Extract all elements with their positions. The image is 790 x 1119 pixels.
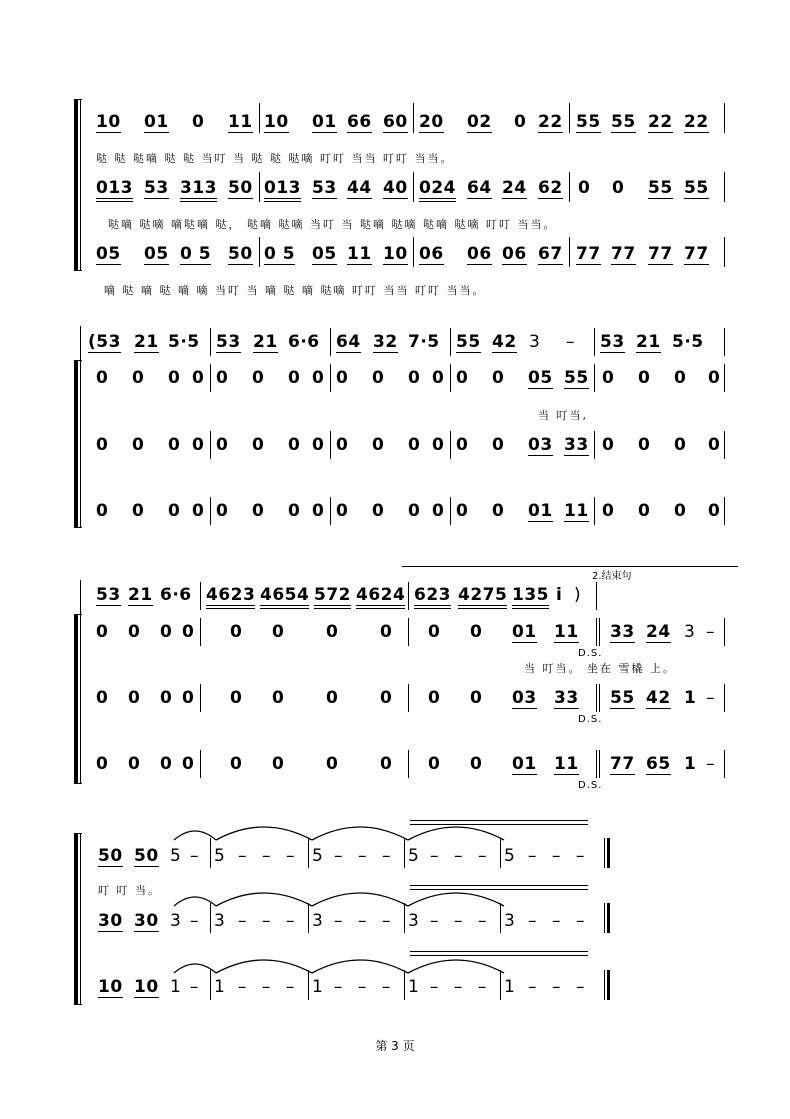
note: 77 (576, 244, 601, 264)
note: 0 (128, 688, 141, 708)
melody-note: 53 (96, 585, 121, 605)
melody-note: 135 (512, 585, 549, 609)
note: 53 (144, 178, 169, 198)
note: 0 (182, 688, 195, 708)
note: 0 (326, 622, 339, 642)
note: 0 (272, 754, 285, 774)
note: 0 (638, 368, 651, 388)
note: 53 (312, 178, 337, 198)
note: 10 (134, 977, 159, 997)
melody-note: 6·6 (288, 332, 320, 352)
note: 03 (528, 435, 553, 455)
note: 0 (168, 368, 181, 388)
note: 06 (467, 244, 492, 264)
note: 0 (380, 622, 393, 642)
note: – (334, 977, 343, 997)
note: 0 (612, 178, 625, 198)
note: 313 (180, 178, 217, 202)
note: 0 (638, 435, 651, 455)
note: 0 (428, 754, 441, 774)
note: – (334, 846, 343, 866)
note: – (430, 846, 439, 866)
note: 0 (272, 622, 285, 642)
note: 3 (504, 911, 516, 931)
note: 01 (528, 501, 553, 521)
note: 20 (419, 112, 444, 132)
note: 02 (467, 112, 492, 132)
melody-note: 32 (373, 332, 398, 352)
note: 11 (228, 112, 253, 132)
note: 0 (336, 501, 349, 521)
note: – (358, 911, 367, 931)
note: 0 (96, 368, 109, 388)
note: 0 (492, 435, 505, 455)
note: – (478, 977, 487, 997)
note: 22 (538, 112, 563, 132)
note: – (552, 846, 561, 866)
note: 0 (252, 501, 265, 521)
note: 0 (408, 435, 421, 455)
note: 0 (128, 622, 141, 642)
note: – (382, 911, 391, 931)
melody-note: i (556, 585, 563, 605)
note: 0 (160, 622, 173, 642)
note: 1 (214, 977, 226, 997)
note: – (706, 688, 715, 708)
note: 11 (554, 622, 579, 642)
note: 0 (96, 622, 109, 642)
note: 77 (610, 754, 635, 774)
note: 33 (610, 622, 635, 642)
note: 55 (564, 368, 589, 388)
note: 0 (602, 435, 615, 455)
note: – (478, 911, 487, 931)
note: – (528, 911, 537, 931)
note: 01 (144, 112, 169, 132)
note: 10 (264, 112, 289, 132)
melody-note: 4623 (206, 585, 255, 609)
note: – (382, 846, 391, 866)
melody-note: 623 (414, 585, 451, 609)
melody-note: 3 (529, 332, 541, 352)
note: 0 (638, 501, 651, 521)
note: 30 (98, 911, 123, 931)
note: 0 (272, 688, 285, 708)
lyrics-line: 哒 哒 哒嘀 哒 哒 当叮 当 哒 哒 哒嘀 叮叮 当当 叮叮 当当。 (96, 152, 454, 165)
note: 0 (380, 754, 393, 774)
melody-note: 42 (492, 332, 517, 352)
note: 0 (192, 435, 205, 455)
note: 30 (134, 911, 159, 931)
note: 0 (216, 368, 229, 388)
note: 0 (492, 501, 505, 521)
note: 0 (380, 688, 393, 708)
note: 10 (96, 112, 121, 132)
note: 0 (372, 368, 385, 388)
note: 60 (383, 112, 408, 132)
note: 03 (512, 688, 537, 708)
note: 0 (408, 501, 421, 521)
note: 0 (252, 368, 265, 388)
note: 0 (288, 368, 301, 388)
note: 62 (538, 178, 563, 198)
note: 0 (514, 112, 527, 132)
note: 06 (502, 244, 527, 264)
note: 0 (182, 622, 195, 642)
note: 5 (170, 846, 182, 866)
note: 05 (312, 244, 337, 264)
note: 33 (554, 688, 579, 708)
melody-note: 21 (134, 332, 159, 352)
note: 3 (312, 911, 324, 931)
note: 50 (228, 178, 253, 198)
note: 0 (96, 435, 109, 455)
note: 10 (98, 977, 123, 997)
note: – (454, 977, 463, 997)
note: – (190, 977, 199, 997)
note: 0 (216, 435, 229, 455)
note: – (576, 977, 585, 997)
melody-note: 21 (636, 332, 661, 352)
note: 013 (96, 178, 133, 202)
note: 0 (408, 368, 421, 388)
note: 0 (708, 435, 721, 455)
note: – (262, 911, 271, 931)
note: 0 (602, 368, 615, 388)
melody-note: 4275 (458, 585, 507, 609)
note: 0 (578, 178, 591, 198)
melody-note: 55 (456, 332, 481, 352)
note: – (190, 846, 199, 866)
note: – (238, 911, 247, 931)
note: 24 (646, 622, 671, 642)
note: 44 (347, 178, 372, 198)
note: 3 (214, 911, 226, 931)
melody-note: 4624 (356, 585, 405, 609)
lyrics-line: 当 叮当。 坐在 雪橇 上。 (524, 662, 676, 675)
note: 0 (372, 501, 385, 521)
note: 0 (230, 622, 243, 642)
note: – (478, 846, 487, 866)
note: 50 (98, 846, 123, 866)
lyrics-line: 当 叮当, (538, 409, 588, 422)
note: 22 (684, 112, 709, 132)
note: 0 (288, 501, 301, 521)
note: – (430, 911, 439, 931)
note: 66 (347, 112, 372, 132)
note: 55 (684, 178, 709, 198)
note: 0 (432, 501, 445, 521)
note: 0 (326, 754, 339, 774)
melody-note: 53 (216, 332, 241, 352)
note: 1 (312, 977, 324, 997)
note: 0 (470, 688, 483, 708)
note: 0 (132, 501, 145, 521)
note: – (358, 846, 367, 866)
note: 0 (456, 501, 469, 521)
melody-note: 5·5 (168, 332, 200, 352)
note: 0 (674, 368, 687, 388)
note: 01 (512, 754, 537, 774)
note: 0 (160, 688, 173, 708)
note: 0 (96, 754, 109, 774)
note: – (190, 911, 199, 931)
note: 0 (192, 501, 205, 521)
da-segno-mark: D.S. (578, 714, 603, 725)
note: 0 (132, 368, 145, 388)
melody-note: 64 (336, 332, 361, 352)
note: – (286, 911, 295, 931)
note: 01 (512, 622, 537, 642)
note: 50 (228, 244, 253, 264)
note: 11 (347, 244, 372, 264)
note: 06 (419, 244, 444, 264)
note: 05 (96, 244, 121, 264)
note: 55 (611, 112, 636, 132)
note: 0 (432, 435, 445, 455)
note: 0 (288, 435, 301, 455)
note: 0 (432, 368, 445, 388)
note: – (528, 977, 537, 997)
note: 24 (502, 178, 527, 198)
note: 0 (168, 501, 181, 521)
note: 64 (467, 178, 492, 198)
note: 013 (264, 178, 301, 202)
note: 50 (134, 846, 159, 866)
note: 0 (336, 368, 349, 388)
melody-note: 7·5 (408, 332, 440, 352)
note: – (576, 846, 585, 866)
note: 55 (576, 112, 601, 132)
melody-note: 4654 (260, 585, 309, 609)
note: 0 (708, 501, 721, 521)
note: 0 (470, 622, 483, 642)
note: – (358, 977, 367, 997)
melody-note: 21 (253, 332, 278, 352)
note: 05 (528, 368, 553, 388)
note: 0 (708, 368, 721, 388)
note: 0 (182, 754, 195, 774)
note: 77 (684, 244, 709, 264)
note: 0 (312, 435, 325, 455)
note: 1 (504, 977, 516, 997)
note: – (706, 622, 715, 642)
note: – (430, 977, 439, 997)
note: 11 (564, 501, 589, 521)
lyrics-line: 哒嘀 哒嘀 嘀哒嘀 哒， 哒嘀 哒嘀 当叮 当 哒嘀 哒嘀 哒嘀 哒嘀 叮叮 当当。 (108, 218, 557, 231)
lyrics-line: 嘀 哒 嘀 哒 嘀 嘀 当叮 当 嘀 哒 嘀 哒嘀 叮叮 当当 叮叮 当当。 (104, 284, 486, 297)
note: 0 (128, 754, 141, 774)
melody-note: 53 (600, 332, 625, 352)
note: – (286, 846, 295, 866)
volta-label: 2.结束句 (592, 571, 632, 582)
note: 05 (144, 244, 169, 264)
note: 11 (554, 754, 579, 774)
note: – (576, 911, 585, 931)
note: 0 (456, 435, 469, 455)
melody-note: ) (574, 585, 582, 605)
note: 42 (646, 688, 671, 708)
melody-note: 572 (314, 585, 351, 609)
note: 0 (326, 688, 339, 708)
note: – (262, 977, 271, 997)
da-segno-mark: D.S. (578, 648, 603, 659)
note: 0 (96, 501, 109, 521)
note: – (262, 846, 271, 866)
note: 0 (96, 688, 109, 708)
note: – (552, 911, 561, 931)
note: 0 (674, 501, 687, 521)
note: 1 (170, 977, 182, 997)
note: 0 (230, 754, 243, 774)
note: 22 (648, 112, 673, 132)
melody-note: 21 (128, 585, 153, 605)
note: 5 (214, 846, 226, 866)
note: – (286, 977, 295, 997)
note: 5 (408, 846, 420, 866)
note: – (238, 977, 247, 997)
note: 55 (610, 688, 635, 708)
note: – (454, 846, 463, 866)
note: 0 (312, 368, 325, 388)
note: 1 (408, 977, 420, 997)
note: 10 (383, 244, 408, 264)
note: 0 5 (264, 244, 296, 264)
note: 0 (456, 368, 469, 388)
note: 0 (470, 754, 483, 774)
note: 1 (684, 688, 697, 708)
melody-note: – (566, 332, 575, 352)
melody-note: 5·5 (672, 332, 704, 352)
note: – (334, 911, 343, 931)
note: 0 5 (180, 244, 212, 264)
note: 0 (230, 688, 243, 708)
note: – (454, 911, 463, 931)
note: 77 (611, 244, 636, 264)
note: 0 (428, 688, 441, 708)
note: 67 (538, 244, 563, 264)
note: 0 (192, 368, 205, 388)
note: 0 (312, 501, 325, 521)
note: 0 (252, 435, 265, 455)
note: 0 (492, 368, 505, 388)
note: – (238, 846, 247, 866)
note: 65 (646, 754, 671, 774)
note: 40 (383, 178, 408, 198)
note: – (552, 977, 561, 997)
note: 01 (312, 112, 337, 132)
melody-note: 6·6 (160, 585, 192, 605)
note: 0 (168, 435, 181, 455)
note: 3 (684, 622, 696, 642)
note: 0 (160, 754, 173, 774)
note: – (528, 846, 537, 866)
note: 024 (419, 178, 456, 202)
lyrics-line: 叮 叮 当。 (98, 884, 161, 897)
note: 77 (648, 244, 673, 264)
note: 0 (602, 501, 615, 521)
note: – (706, 754, 715, 774)
note: 0 (216, 501, 229, 521)
note: 3 (170, 911, 182, 931)
melody-note: (53 (88, 332, 121, 352)
note: 0 (336, 435, 349, 455)
note: 0 (192, 112, 205, 132)
page-number: 第 3 页 (375, 1039, 415, 1053)
note: 0 (428, 622, 441, 642)
da-segno-mark: D.S. (578, 780, 603, 791)
note: 33 (564, 435, 589, 455)
note: 0 (674, 435, 687, 455)
note: 5 (312, 846, 324, 866)
note: 0 (132, 435, 145, 455)
note: 55 (648, 178, 673, 198)
note: 3 (408, 911, 420, 931)
note: 1 (684, 754, 697, 774)
note: – (382, 977, 391, 997)
note: 5 (504, 846, 516, 866)
note: 0 (372, 435, 385, 455)
